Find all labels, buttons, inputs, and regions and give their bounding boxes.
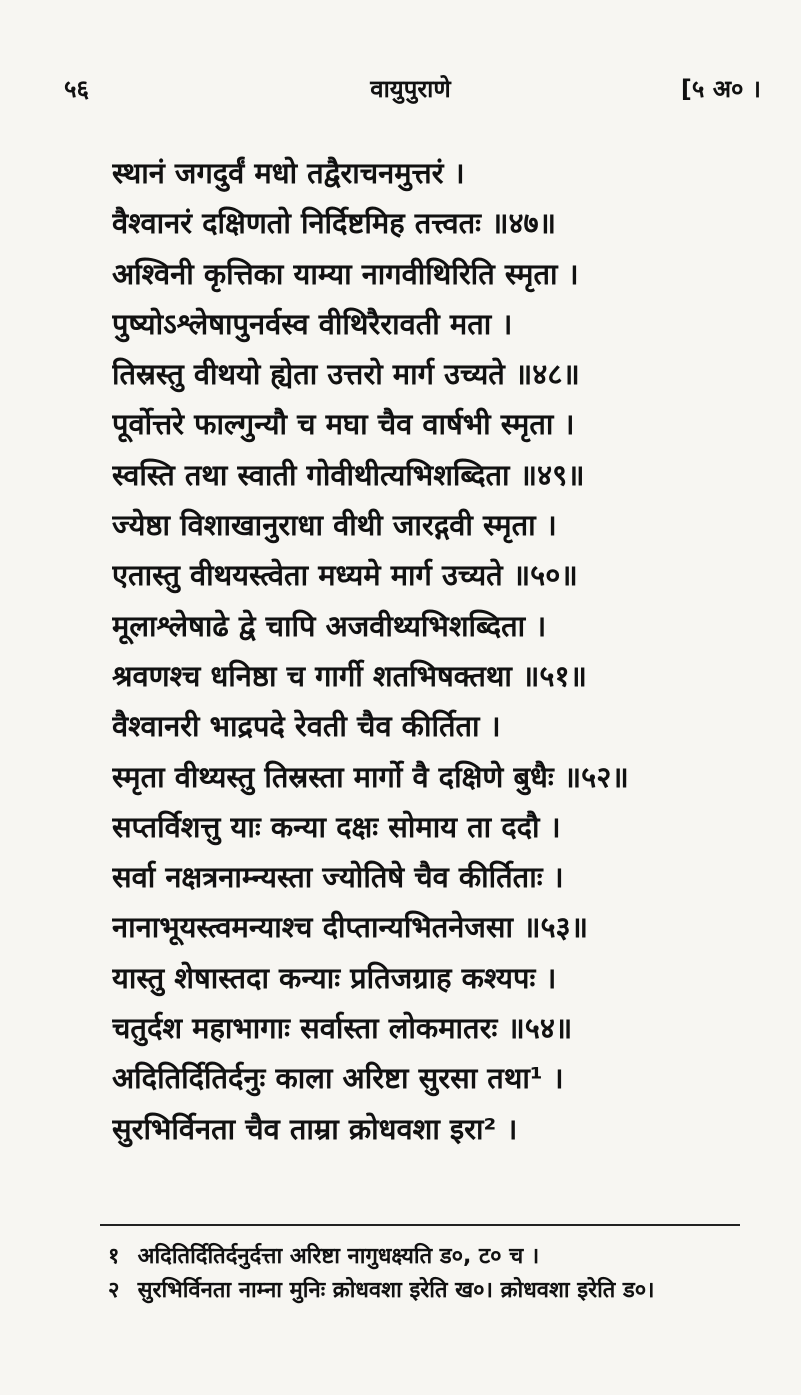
verse-line: पुष्योऽश्लेषापुनर्वस्व वीथिरैरावती मता ।	[112, 306, 513, 341]
verse-line: वैश्वानरं दक्षिणतो निर्दिष्टमिह तत्त्वतः ॥४७॥	[112, 206, 556, 241]
page-number: ५६	[64, 75, 89, 103]
footnote-number: २	[108, 1278, 120, 1303]
verse-line: सर्वा नक्षत्रनाम्न्यस्ता ज्योतिषे चैव कीर्तिताः ।	[112, 860, 564, 895]
verse-line: पूर्वोत्तरे फाल्गुन्यौ च मघा चैव वार्षभी स्मृता ।	[112, 407, 575, 442]
verse-line: सुरभिर्विनता चैव ताम्रा क्रोधवशा इरा² ।	[112, 1111, 518, 1146]
footnotes	[108, 1240, 768, 1308]
page-header	[60, 72, 761, 112]
verse-line: स्वस्ति तथा स्वाती गोवीथीत्यभिशब्दिता ॥४९॥	[112, 457, 585, 492]
footnote	[108, 1274, 768, 1308]
running-title: वायुपुराणे	[370, 75, 451, 103]
verse-line: स्मृता वीथ्यस्तु तिस्रस्ता मार्गो वै दक्षिणे बुधैः ॥५२॥	[112, 759, 629, 794]
footnote-text: सुरभिर्विनता नाम्ना मुनिः क्रोधवशा इरेति ख०। क्रोधवशा इरेति ड०।	[137, 1278, 655, 1303]
verse-line: ज्येष्ठा विशाखानुराधा वीथी जारद्गवी स्मृता ।	[112, 508, 557, 543]
verse-line: अदितिर्दितिर्दनुः काला अरिष्टा सुरसा तथा¹ ।	[112, 1061, 564, 1096]
verse-line: चतुर्दश महाभागाः सर्वास्ता लोकमातरः ॥५४॥	[112, 1011, 573, 1046]
footnote-divider	[100, 1224, 740, 1226]
verse-line: मूलाश्लेषाढे द्वे चापि अजवीथ्यभिशब्दिता ।	[112, 608, 547, 643]
verse-line: श्रवणश्च धनिष्ठा च गार्गी शतभिषक्तथा ॥५१॥	[112, 658, 587, 693]
verse-line: स्थानं जगदुर्वं मधो तद्वैराचनमुत्तरं ।	[112, 156, 465, 190]
verse-line: यास्तु शेषास्तदा कन्याः प्रतिजग्राह कश्यपः ।	[112, 960, 557, 995]
footnote-text: अदितिर्दितिर्दनुर्दत्ता अरिष्टा नागुधक्ष्यति ड०, ट० च ।	[137, 1244, 540, 1269]
verse-line: अश्विनी कृत्तिका याम्या नागवीथिरिति स्मृता ।	[112, 256, 579, 291]
verse-line: सप्तर्विशत्तु याः कन्या दक्षः सोमाय ता ददौ ।	[112, 809, 561, 844]
verse-line: नानाभूयस्त्वमन्याश्च दीप्तान्यभितनेजसा ॥५३॥	[112, 910, 588, 945]
verse-line: तिस्रस्तु वीथयो ह्येता उत्तरो मार्ग उच्यते ॥४८॥	[112, 357, 580, 392]
verse-block	[112, 148, 752, 1154]
chapter-reference: [५ अ० ।	[680, 75, 761, 103]
verse-line: एतास्तु वीथयस्त्वेता मध्यमे मार्ग उच्यते ॥५०॥	[112, 558, 578, 593]
footnote	[108, 1240, 768, 1274]
footnote-number: १	[108, 1244, 120, 1269]
verse-line: वैश्वानरी भाद्रपदे रेवती चैव कीर्तिता ।	[112, 709, 501, 744]
